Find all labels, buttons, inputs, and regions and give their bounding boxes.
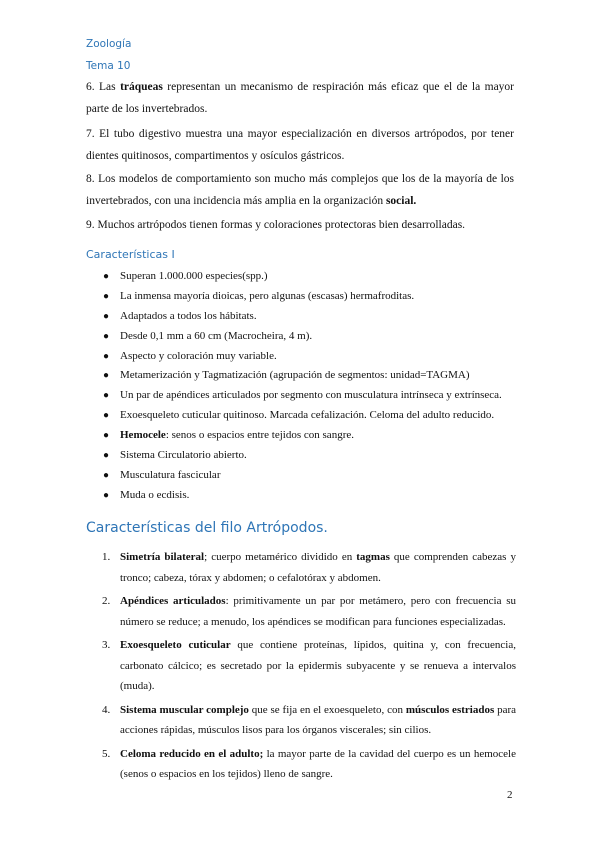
list-item: 4. Sistema muscular complejo que se fija en el exoesqueleto, con músculos estriados para acciones rápidas, músculos lisos para los órganos viscerales; sin cilios. — [102, 703, 517, 736]
paragraph-text: 8. Los modelos de comportamiento son mucho más complejos que los de la mayoría de los invertebrados, con una incidencia más amplia en la organización — [86, 173, 514, 207]
header-subject: Zoología — [86, 38, 132, 50]
bullet-icon: ● — [103, 410, 110, 422]
bullet-icon: ● — [103, 430, 110, 442]
list-item: 1. Simetría bilateral; cuerpo metamérico dividido en tagmas que comprenden cabezas y tronco; cabeza, tórax y abdomen; o cefalotórax y abdomen. — [102, 551, 516, 584]
list-item: ● Un par de apéndices articulados por segmento con musculatura intrínseca y extrínseca. — [86, 386, 516, 406]
bullet-icon: ● — [103, 290, 110, 302]
bullet-icon: ● — [103, 310, 110, 322]
bullet-icon: ● — [103, 390, 110, 402]
list-item: ● Muda o ecdisis. — [86, 486, 516, 506]
paragraph-text: 6. Las — [86, 81, 121, 93]
paragraph-text: representan un mecanismo de respiración más eficaz que el de la mayor parte de los invertebrados. — [86, 81, 515, 115]
section-heading-caracteristicas-i: Características I — [86, 248, 175, 261]
paragraph-7 — [86, 123, 514, 167]
list-item: ● Musculatura fascicular — [86, 466, 516, 486]
bullet-icon: ● — [103, 330, 110, 342]
section-heading-filo-artropodos: Características del filo Artrópodos. — [86, 520, 328, 536]
paragraph-6 — [86, 76, 514, 120]
list-item: ● Metamerización y Tagmatización (agrupación de segmentos: unidad=TAGMA) — [86, 366, 516, 386]
phylum-numbered-list — [86, 547, 516, 788]
bullet-icon: ● — [103, 350, 110, 362]
list-item: ● Desde 0,1 mm a 60 cm (Macrocheira, 4 m). — [86, 327, 516, 347]
paragraph-text: 7. El tubo digestivo muestra una mayor especialización en diversos artrópodos, por tener dientes quitinosos, compartimentos y osículos gástricos. — [86, 128, 514, 162]
list-item: ● Hemocele: senos o espacios entre tejidos con sangre. — [86, 426, 516, 446]
list-item: ● Superan 1.000.000 especies(spp.) — [86, 267, 516, 287]
list-item: 5. Celoma reducido en el adulto; la mayor parte de la cavidad del cuerpo es un hemocele (senos o espacios en los tejidos) lleno de sangre. — [102, 747, 516, 780]
bullet-icon: ● — [103, 489, 110, 501]
paragraph-bold: tráqueas — [120, 81, 163, 93]
list-item: 2. Apéndices articulados: primitivamente un par por metámero, pero con frecuencia su número se reduce; a menudo, los apéndices se modifican para funciones especializadas. — [102, 595, 517, 628]
list-item: ● Exoesqueleto cuticular quitinoso. Marcada cefalización. Celoma del adulto reducido. — [86, 406, 516, 426]
bullet-icon: ● — [103, 450, 110, 462]
paragraph-text: 9. Muchos artrópodos tienen formas y coloraciones protectoras bien desarrolladas. — [86, 219, 466, 231]
paragraph-8 — [86, 168, 514, 212]
bullet-icon: ● — [103, 271, 110, 282]
characteristics-bullet-list — [86, 267, 516, 506]
header-unit: Tema 10 — [86, 60, 131, 72]
paragraph-bold: social. — [385, 195, 417, 207]
list-item: ● Sistema Circulatorio abierto. — [86, 446, 516, 466]
bullet-icon: ● — [103, 370, 110, 382]
list-item: ● Aspecto y coloración muy variable. — [86, 347, 516, 367]
list-item: ● Adaptados a todos los hábitats. — [86, 307, 516, 327]
list-item: ● La inmensa mayoría dioicas, pero algunas (escasas) hermafroditas. — [86, 287, 516, 307]
paragraph-9 — [86, 214, 514, 236]
bullet-icon: ● — [103, 469, 110, 481]
list-item: 3. Exoesqueleto cuticular que contiene proteínas, lípidos, quitina y, con frecuencia, carbonato cálcico; es secretado por la epidermis subyacente y se renueva a intervalos (muda). — [102, 639, 516, 692]
page-number: 2 — [507, 789, 513, 801]
